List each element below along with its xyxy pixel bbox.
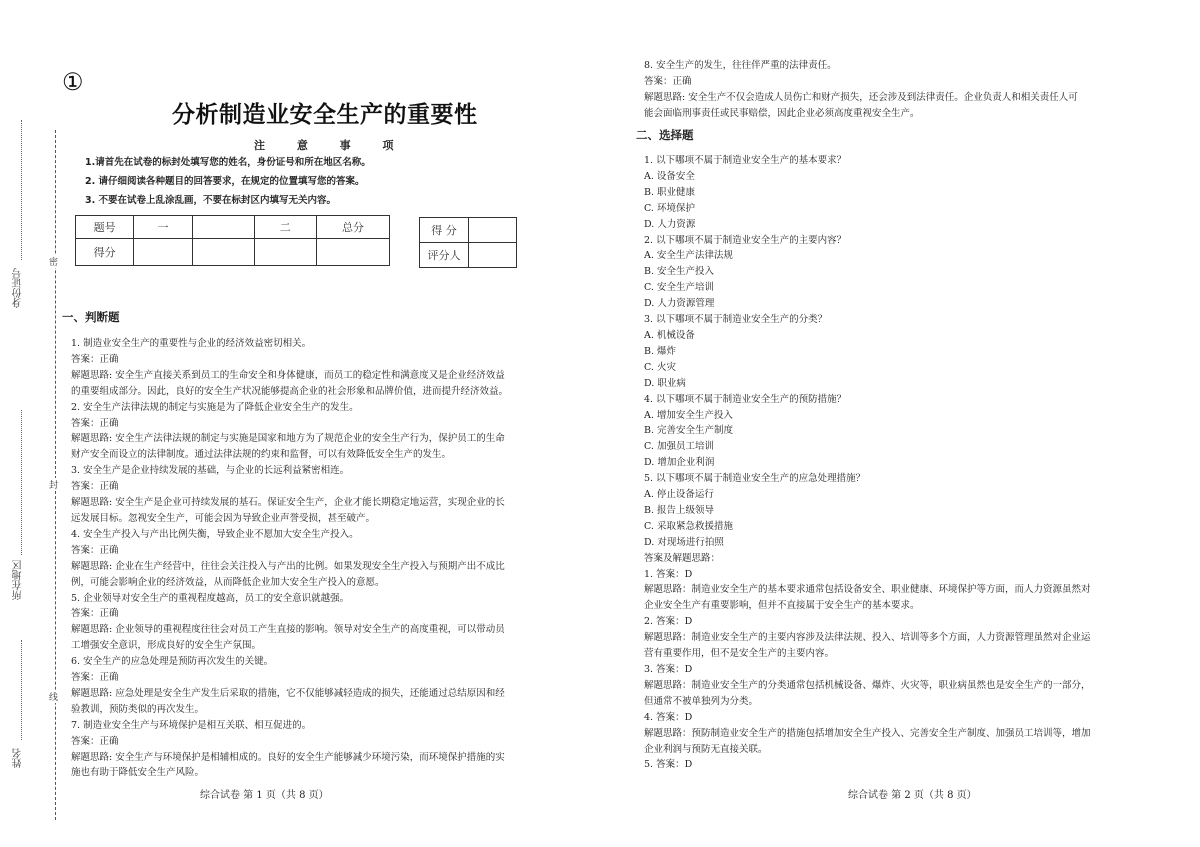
section2-content [644,153,1091,773]
page-footer-1: 综合试卷 第 1 页（共 8 页） [200,790,329,801]
question-line: 1. 制造业安全生产的重要性与企业的经济效益密切相关。 [71,338,312,349]
answer-line: 3. 答案：D [644,664,693,675]
name-line [21,640,22,740]
region-label: 所在地区 [13,560,24,600]
explanation-line: 解题思路: 安全生产直接关系到员工的生命安全和身体健康，而员工的稳定性和满意度又是企业经济效益 [71,369,505,381]
explanation-line: 例，可能会影响企业的经济效益，从而降低企业加大安全生产投入的意愿。 [71,576,385,588]
column2-top-content [644,58,1078,122]
grader-table [419,217,517,268]
explanation-line: 的重要组成部分。因此，良好的安全生产状况能够提高企业的社会形象和品牌价值，进而提升经济效益。 [71,385,509,397]
binding-line [55,130,56,820]
explanation-line: 但通常不被单独列为分类。 [644,695,759,707]
explanation-line: 解题思路：制造业安全生产的分类通常包括机械设备、爆炸、火灾等，职业病虽然也是安全生产的一部分， [644,679,1091,691]
grader-cell[interactable] [469,243,517,268]
answer-line: 1. 答案：D [644,568,693,580]
question-line: 7. 制造业安全生产与环境保护是相互关联、相互促进的。 [71,719,312,731]
explanation-line: 解题思路: 安全生产是企业可持续发展的基石。保证安全生产，企业才能长期稳定地运营，实现企业的长 [71,497,505,509]
answer-line: 答案：正确 [71,672,119,684]
option-line: C. 环境保护 [644,202,695,214]
section-heading-choice: 二、选择题 [636,128,694,142]
question-line: 8. 安全生产的发生，往往伴严重的法律责任。 [644,60,837,71]
answer-line: 答案：正确 [71,544,119,556]
option-line: A. 机械设备 [644,329,695,341]
region-line [21,410,22,555]
score-cell[interactable] [254,239,316,266]
option-line: C. 安全生产培训 [644,282,714,294]
answer-line: 5. 答案：D [644,759,693,771]
score-cell[interactable] [192,239,254,266]
option-line: B. 爆炸 [644,345,677,357]
explanation-line: 施也有助于降低安全生产风险。 [71,767,205,779]
answer-line: 答案：正确 [71,417,119,429]
option-line: C. 加强员工培训 [644,441,714,453]
notice-title: 注 意 事 项 [254,139,394,152]
score-cell[interactable] [134,239,192,266]
question-line: 2. 安全生产法律法规的制定与实施是为了降低企业安全生产的发生。 [71,401,359,413]
answer-line: 2. 答案：D [644,616,693,628]
answer-line: 答案：正确 [71,735,119,747]
explanation-line: 验教训，预防类似的再次发生。 [71,703,205,715]
question-line: 2. 以下哪项不属于制造业安全生产的主要内容？ [644,234,847,246]
option-line: B. 完善安全生产制度 [644,425,734,437]
score-header: 总分 [316,216,389,239]
question-line: 3. 安全生产是企业持续发展的基础，与企业的长远利益紧密相连。 [71,465,350,477]
id-number-line [21,120,22,260]
paper-number: ① [62,68,84,96]
score-row-label: 得分 [76,239,134,266]
option-line: A. 设备安全 [644,170,695,182]
name-label: 姓名 [13,748,24,768]
option-line: B. 安全生产投入 [644,266,715,278]
notice-item: 3. 不要在试卷上乱涂乱画，不要在标封区内填写无关内容。 [85,195,337,206]
question-line: 4. 以下哪项不属于制造业安全生产的预防措施？ [644,393,847,405]
explanation-line: 企业利润与预防无直接关联。 [644,743,768,755]
id-number-label: 身份证号 [13,268,24,308]
answer-line: 答案：正确 [71,481,119,493]
explanation-line: 解题思路：制造业安全生产的主要内容涉及法律法规、投入、培训等多个方面，人力资源管理虽然对企业运 [644,632,1091,644]
option-line: C. 火灾 [644,361,676,373]
score-header: 题号 [76,216,134,239]
explanation-line: 营有重要作用，但不是安全生产的主要内容。 [644,648,835,660]
answer-line: 答案：正确 [644,75,692,87]
answers-heading: 答案及解题思路： [644,552,721,564]
seal-mark-3: 线 [47,692,57,701]
score-header: 二 [254,216,316,239]
option-line: D. 人力资源 [644,218,696,230]
option-line: B. 报告上级领导 [644,504,715,516]
seal-mark-1: 密 [47,257,57,266]
grader-label: 评分人 [420,243,469,268]
score-table [75,215,390,266]
explanation-line: 能会面临刑事责任或民事赔偿，因此企业必须高度重视安全生产。 [644,107,920,119]
score-header: 一 [134,216,192,239]
page-footer-2: 综合试卷 第 2 页（共 8 页） [848,790,977,801]
option-line: D. 对现场进行拍照 [644,536,724,548]
notice-item: 2. 请仔细阅读各种题目的回答要求，在规定的位置填写您的答案。 [85,176,365,187]
question-line: 3. 以下哪项不属于制造业安全生产的分类？ [644,314,828,326]
explanation-line: 解题思路：制造业安全生产的基本要求通常包括设备安全、职业健康、环境保护等方面，而人力资源虽然对 [644,584,1091,596]
explanation-line: 远发展目标。忽视安全生产，可能会因为导致企业声誉受损，甚至破产。 [71,512,376,524]
score-cell[interactable] [316,239,389,266]
grader-score-cell[interactable] [469,218,517,243]
score-header [192,216,254,239]
grader-score-label: 得 分 [420,218,469,243]
option-line: D. 增加企业利润 [644,457,715,469]
answer-line: 答案：正确 [71,353,119,365]
explanation-line: 财产安全而设立的法律制度。通过法律法规的约束和监督，可以有效降低安全生产的发生。 [71,449,452,461]
question-line: 4. 安全生产投入与产出比例失衡，导致企业不愿加大安全生产投入。 [71,528,359,540]
question-line: 6. 安全生产的应急处理是预防再次发生的关键。 [71,656,274,668]
option-line: C. 采取紧急救援措施 [644,520,733,532]
explanation-line: 解题思路: 企业领导的重视程度往往会对员工产生直接的影响。领导对安全生产的高度重视，可以带动员 [71,624,505,636]
section-heading-judgement: 一、判断题 [62,310,120,324]
explanation-line: 解题思路: 应急处理是安全生产发生后采取的措施，它不仅能够减轻造成的损失，还能通过总结原因和经 [71,687,505,699]
section1-content [71,336,508,781]
explanation-line: 解题思路: 安全生产法律法规的制定与实施是国家和地方为了规范企业的安全生产行为，保护员工的生命 [71,433,505,445]
option-line: B. 职业健康 [644,186,696,198]
option-line: A. 安全生产法律法规 [644,250,733,262]
page-title: 分析制造业安全生产的重要性 [172,101,478,128]
explanation-line: 解题思路: 安全生产不仅会造成人员伤亡和财产损失，还会涉及到法律责任。企业负责人和相关责任人可 [644,91,1078,103]
answer-line: 答案：正确 [71,608,119,620]
question-line: 5. 企业领导对安全生产的重视程度越高，员工的安全意识就越强。 [71,592,350,604]
explanation-line: 解题思路：预防制造业安全生产的措施包括增加安全生产投入、完善安全生产制度、加强员工培训等，增加 [644,727,1091,739]
explanation-line: 企业安全生产有重要影响，但并不直接属于安全生产的基本要求。 [644,600,920,612]
question-line: 1. 以下哪项不属于制造业安全生产的基本要求？ [644,155,847,166]
question-line: 5. 以下哪项不属于制造业安全生产的应急处理措施？ [644,473,866,485]
explanation-line: 解题思路: 企业在生产经营中，往往会关注投入与产出的比例。如果发现安全生产投入与预期产出不成比 [71,560,505,572]
seal-mark-2: 封 [47,480,57,489]
explanation-line: 工增强安全意识，形成良好的安全生产氛围。 [71,640,262,652]
option-line: A. 停止设备运行 [644,489,714,501]
option-line: D. 职业病 [644,377,686,389]
answer-line: 4. 答案：D [644,711,693,723]
explanation-line: 解题思路: 安全生产与环境保护是相辅相成的。良好的安全生产能够减少环境污染，而环境保护措施的实 [71,751,505,763]
option-line: D. 人力资源管理 [644,298,715,310]
option-line: A. 增加安全生产投入 [644,409,733,421]
notice-item: 1.请首先在试卷的标封处填写您的姓名，身份证号和所在地区名称。 [85,157,371,168]
